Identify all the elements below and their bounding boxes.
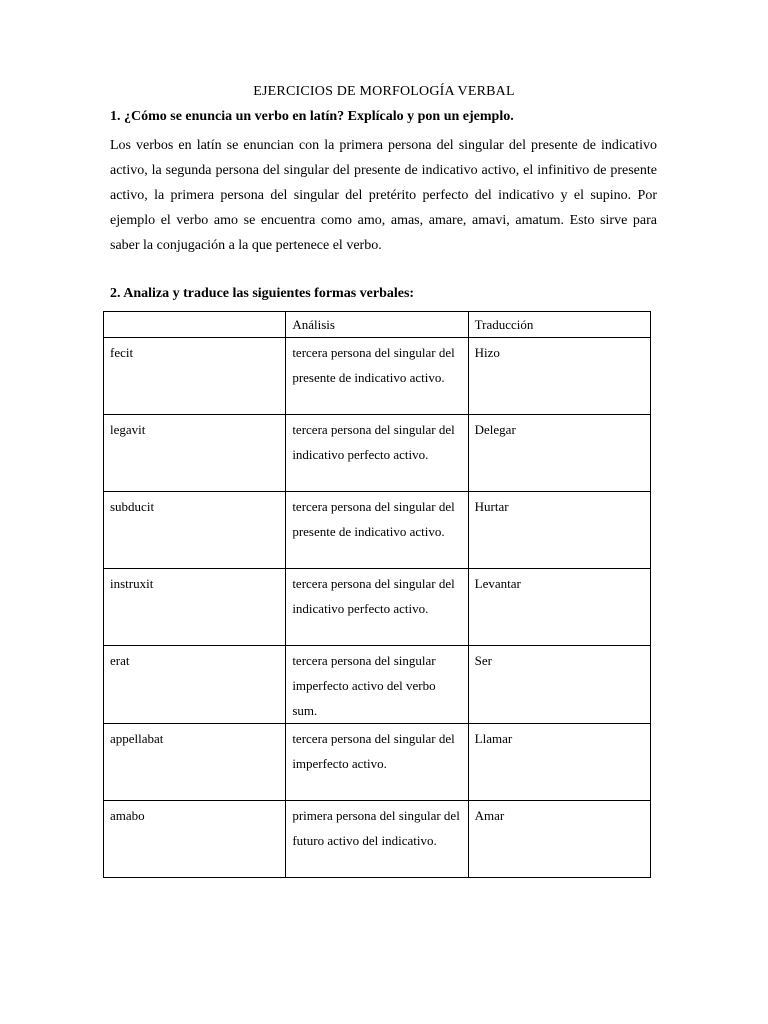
analysis-cell: tercera persona del singular del imperfecto activo.: [286, 724, 468, 801]
verb-cell: instruxit: [104, 569, 286, 646]
table-row: [104, 724, 651, 801]
question-1-answer: Los verbos en latín se enuncian con la primera persona del singular del presente de indicativo activo, la segunda persona del singular del presente de indicativo activo, el infinitivo de presente activo, la primera persona del singular del pretérito perfecto del indicativo y el supino. Por ejemplo el verbo amo se encuentra como amo, amas, amare, amavi, amatum. Esto sirve para saber la conjugación a la que pertenece el verbo.: [110, 138, 657, 253]
verb-cell: appellabat: [104, 724, 286, 801]
header-verb: [104, 312, 286, 338]
question-1-heading: 1. ¿Cómo se enuncia un verbo en latín? Explícalo y pon un ejemplo.: [110, 109, 514, 124]
header-translation: Traducción: [468, 312, 650, 338]
translation-cell: Hizo: [468, 338, 650, 415]
verb-cell: legavit: [104, 415, 286, 492]
table-row: [104, 801, 651, 878]
translation-cell: Amar: [468, 801, 650, 878]
table-row: [104, 569, 651, 646]
translation-cell: Ser: [468, 646, 650, 724]
table-row: [104, 415, 651, 492]
verb-cell: fecit: [104, 338, 286, 415]
translation-cell: Hurtar: [468, 492, 650, 569]
analysis-cell: primera persona del singular del futuro activo del indicativo.: [286, 801, 468, 878]
verb-analysis-table: [103, 311, 651, 878]
translation-cell: Levantar: [468, 569, 650, 646]
analysis-cell: tercera persona del singular del presente de indicativo activo.: [286, 492, 468, 569]
analysis-cell: tercera persona del singular imperfecto activo del verbo sum.: [286, 646, 468, 724]
verb-cell: amabo: [104, 801, 286, 878]
analysis-cell: tercera persona del singular del indicativo perfecto activo.: [286, 569, 468, 646]
analysis-cell: tercera persona del singular del presente de indicativo activo.: [286, 338, 468, 415]
translation-cell: Llamar: [468, 724, 650, 801]
table-header-row: [104, 312, 651, 338]
verb-cell: erat: [104, 646, 286, 724]
verb-cell: subducit: [104, 492, 286, 569]
analysis-cell: tercera persona del singular del indicativo perfecto activo.: [286, 415, 468, 492]
table-row: [104, 338, 651, 415]
document-title: EJERCICIOS DE MORFOLOGÍA VERBAL: [253, 84, 515, 99]
table-row: [104, 492, 651, 569]
translation-cell: Delegar: [468, 415, 650, 492]
table-row: [104, 646, 651, 724]
header-analysis: Análisis: [286, 312, 468, 338]
question-2-heading: 2. Analiza y traduce las siguientes formas verbales:: [110, 286, 415, 301]
